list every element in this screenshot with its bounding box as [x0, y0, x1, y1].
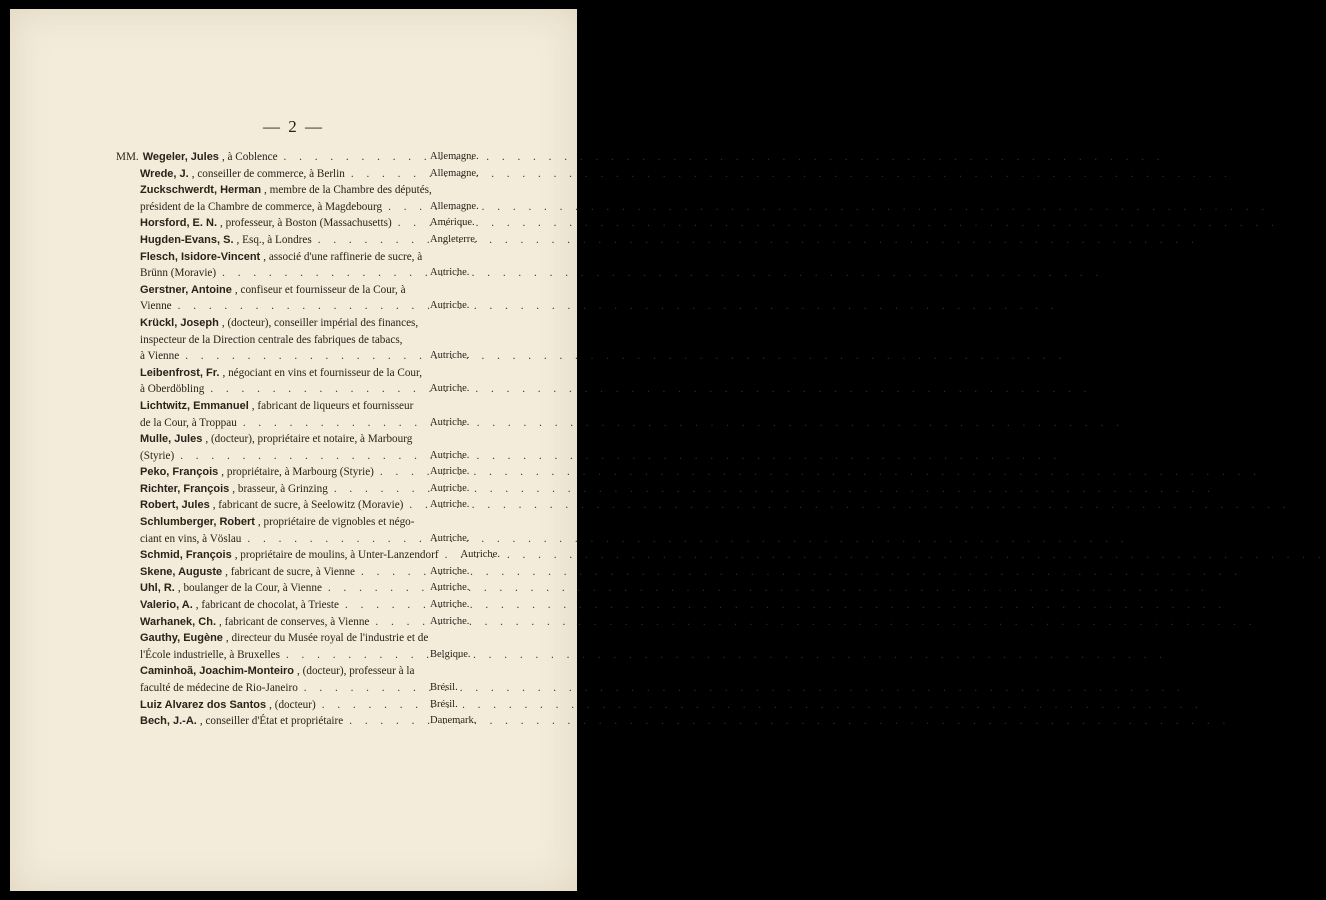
dot-leader [345, 597, 424, 614]
dot-leader [445, 547, 455, 564]
entry-line [116, 232, 488, 249]
member-name: Caminhoã, Joachim-Monteiro [140, 665, 295, 678]
member-description: , fabricant de conserves, à Vienne [219, 615, 370, 628]
member-description: , Esq., à Londres [236, 233, 312, 246]
list-prefix: MM. [116, 151, 139, 163]
dot-leader [180, 448, 424, 465]
member-country: Autriche. [460, 549, 500, 561]
member-description: l'École industrielle, à Bruxelles [140, 648, 280, 661]
member-entry [116, 315, 488, 365]
member-country: Autriche. [430, 482, 470, 494]
member-description: , conseiller de commerce, à Berlin [191, 167, 345, 180]
dot-leader [210, 381, 424, 398]
member-description: inspecteur de la Direction centrale des fabriques de tabacs, [140, 333, 403, 346]
entry-line [116, 166, 488, 183]
entry-line [116, 697, 488, 714]
member-country: Autriche. [430, 532, 470, 544]
member-name: Leibenfrost, Fr. [140, 366, 220, 379]
member-name: Krückl, Joseph [140, 316, 219, 329]
member-name: Gerstner, Antoine [140, 283, 232, 296]
member-country: Autriche. [430, 499, 470, 511]
member-name: Gauthy, Eugène [140, 632, 223, 645]
member-entry [116, 215, 488, 232]
member-entry [116, 232, 488, 249]
member-entry [116, 398, 488, 431]
member-country: Autriche. [430, 466, 470, 478]
member-entry [116, 497, 488, 514]
member-description: faculté de médecine de Rio-Janeiro [140, 682, 298, 694]
member-description: , (docteur), professeur à la [297, 665, 415, 678]
member-entry [116, 282, 488, 315]
member-entry [116, 514, 488, 547]
entry-line [116, 381, 488, 398]
entry-line [116, 614, 488, 631]
dot-leader [185, 348, 424, 365]
member-description: , négociant en vins et fournisseur de la Cour, [222, 366, 423, 379]
entry-line [116, 332, 488, 349]
member-name: Valerio, A. [140, 599, 193, 612]
member-country: Autriche. [430, 416, 470, 428]
entry-line [116, 415, 488, 432]
member-description: Brünn (Moravie) [140, 267, 217, 280]
member-description: , brasseur, à Grinzing [232, 482, 328, 495]
entry-line [116, 448, 488, 465]
member-country: Belgique. [430, 648, 471, 660]
entry-line [116, 481, 488, 498]
member-description: , associé d'une raffinerie de sucre, à [263, 250, 423, 263]
member-description: à Oberdöbling [140, 383, 205, 396]
member-country: Amérique. [430, 217, 475, 229]
entry-line [116, 514, 488, 531]
entry-line [116, 149, 488, 166]
member-description: , (docteur), conseiller impérial des finances, [221, 316, 419, 329]
dot-leader [351, 166, 424, 183]
entry-line [116, 647, 488, 664]
member-entry [116, 249, 488, 282]
member-entry [116, 564, 488, 581]
entry-line [116, 215, 488, 232]
entry-line [116, 564, 488, 581]
member-entry [116, 597, 488, 614]
member-name: Horsford, E. N. [140, 217, 218, 230]
dot-leader [318, 232, 424, 249]
dot-leader [243, 415, 424, 432]
dot-leader [388, 199, 424, 216]
member-country: Autriche. [430, 565, 470, 577]
member-name: Richter, François [140, 482, 230, 495]
member-country: Autriche. [430, 350, 470, 362]
member-country: Autriche. [430, 582, 470, 594]
entry-line [116, 630, 488, 647]
entry-line [116, 531, 488, 548]
entry-line [116, 431, 488, 448]
member-description: , membre de la Chambre des députés, [264, 184, 432, 197]
member-country: Danemark. [430, 715, 477, 727]
member-country: Autriche. [430, 383, 470, 395]
member-country: Allemagne. [430, 200, 479, 212]
member-description: , professeur, à Boston (Massachusetts) [220, 217, 392, 230]
member-name: Bech, J.-A. [140, 715, 197, 728]
dot-leader [349, 713, 424, 730]
page-number: — 2 — [263, 117, 324, 136]
member-description: , conseiller d'État et propriétaire [199, 715, 344, 728]
member-description: , directeur du Musée royal de l'industrie et de [225, 632, 429, 645]
member-entry [116, 614, 488, 631]
member-entry [116, 365, 488, 398]
member-country: Autriche. [430, 267, 470, 279]
member-entry [116, 630, 488, 663]
member-list [116, 149, 500, 730]
member-country: Brésil. [430, 682, 458, 693]
dot-leader [334, 481, 424, 498]
entry-line [116, 398, 488, 415]
entry-line [116, 713, 488, 730]
member-description: Vienne [140, 300, 172, 313]
member-description: , à Coblence [221, 151, 278, 163]
member-country: Autriche. [430, 599, 470, 611]
member-name: Zuckschwerdt, Herman [140, 184, 262, 197]
entry-line [116, 315, 488, 332]
member-description: ciant en vins, à Vöslau [140, 532, 242, 545]
member-description: , (docteur), propriétaire et notaire, à Marbourg [205, 433, 413, 446]
dot-leader [375, 614, 424, 631]
entry-line [116, 282, 488, 299]
entry-line [116, 265, 488, 282]
member-entry [116, 697, 488, 714]
member-name: Skene, Auguste [140, 565, 223, 578]
member-entry [116, 182, 488, 215]
member-entry [116, 663, 488, 696]
dot-leader [380, 464, 424, 481]
member-description: , propriétaire de vignobles et négo- [257, 516, 415, 529]
member-description: (Styrie) [140, 449, 175, 462]
member-description: à Vienne [140, 350, 180, 363]
member-name: Robert, Jules [140, 499, 210, 512]
member-entry [116, 464, 488, 481]
entry-line [116, 365, 488, 382]
dot-leader [322, 697, 424, 714]
member-description: , boulanger de la Cour, à Vienne [177, 582, 322, 595]
dot-leader [361, 564, 424, 581]
entry-line [116, 547, 500, 564]
member-description: , propriétaire de moulins, à Unter-Lanzendorf [234, 549, 439, 562]
dot-leader [304, 680, 424, 697]
entry-line [116, 464, 488, 481]
dot-leader [222, 265, 424, 282]
entry-line [116, 199, 488, 216]
entry-line [116, 597, 488, 614]
member-description: de la Cour, à Troppau [140, 416, 237, 429]
member-entry [116, 547, 500, 564]
entry-line [116, 663, 488, 680]
dot-leader [409, 497, 424, 514]
entry-line [116, 497, 488, 514]
entry-line [116, 680, 488, 697]
member-description: , confiseur et fournisseur de la Cour, à [234, 283, 406, 296]
member-name: Luiz Alvarez dos Santos [140, 698, 267, 711]
member-name: Schmid, François [140, 549, 232, 562]
member-name: Warhanek, Ch. [140, 615, 216, 628]
member-entry [116, 166, 488, 183]
member-description: , fabricant de sucre, à Vienne [225, 565, 356, 578]
member-entry [116, 580, 488, 597]
entry-line [116, 580, 488, 597]
entry-line [116, 182, 488, 199]
member-name: Hugden-Evans, S. [140, 233, 234, 246]
member-description: , (docteur) [269, 698, 316, 711]
member-entry [116, 713, 488, 730]
dot-leader [284, 149, 424, 166]
member-name: Flesch, Isidore-Vincent [140, 250, 261, 263]
member-name: Mulle, Jules [140, 433, 203, 446]
entry-line [116, 348, 488, 365]
member-description: , fabricant de sucre, à Seelowitz (Moravie) [212, 499, 404, 512]
member-description: , propriétaire, à Marbourg (Styrie) [221, 466, 374, 479]
dot-leader [286, 647, 424, 664]
member-description: , fabricant de liqueurs et fournisseur [251, 399, 414, 412]
member-entry [116, 481, 488, 498]
member-country: Allemagne. [430, 151, 479, 162]
dot-leader [328, 580, 424, 597]
member-name: Uhl, R. [140, 582, 175, 595]
member-country: Brésil. [430, 698, 458, 710]
member-description: , fabricant de chocolat, à Trieste [195, 599, 340, 612]
member-country: Angleterre. [430, 233, 478, 245]
dot-leader [178, 298, 424, 315]
member-name: Schlumberger, Robert [140, 516, 255, 529]
member-name: Lichtwitz, Emmanuel [140, 399, 249, 412]
member-entry [116, 149, 488, 166]
dot-leader [398, 215, 424, 232]
member-description: président de la Chambre de commerce, à Magdebourg [140, 200, 383, 213]
dot-leader [247, 531, 424, 548]
document-page [10, 9, 577, 891]
member-country: Autriche. [430, 615, 470, 627]
member-country: Allemagne. [430, 167, 479, 179]
entry-line [116, 298, 488, 315]
member-country: Autriche. [430, 300, 470, 312]
member-entry [116, 431, 488, 464]
member-name: Wegeler, Jules [142, 151, 219, 163]
entry-line [116, 249, 488, 266]
member-name: Peko, François [140, 466, 219, 479]
member-country: Autriche. [430, 449, 470, 461]
member-name: Wrede, J. [140, 167, 189, 180]
